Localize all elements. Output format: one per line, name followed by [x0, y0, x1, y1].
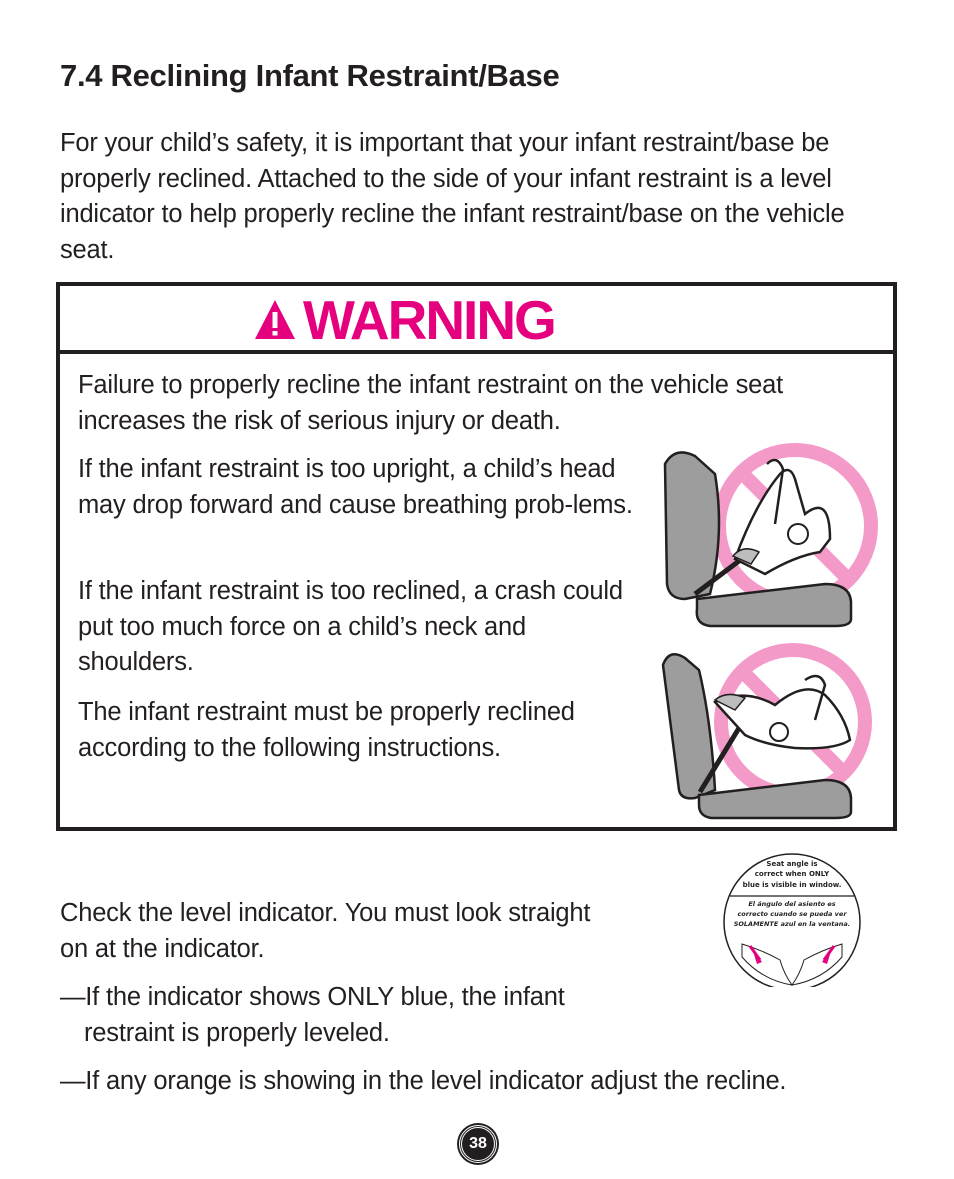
intro-paragraph: For your child’s safety, it is important that your infant restraint/base be properly reclined. Attached to the side of your infant restraint is a level indicator to help properly recline the infant restraint/base on the vehicle seat. [60, 129, 845, 264]
warning-header [60, 286, 893, 354]
check-indicator-text: Check the level indicator. You must look straight on at the indicator. [60, 899, 591, 963]
warning-text-4: The infant restraint must be properly reclined according to the following instructions. [78, 698, 575, 762]
orange-indicator-text: —If any orange is showing in the level indicator adjust the recline. [60, 1067, 787, 1095]
indicator-es-line3: SOLAMENTE azul en la ventana. [733, 920, 851, 928]
warning-box [56, 282, 897, 831]
too-reclined-illustration [655, 640, 890, 820]
warning-text-3: If the infant restraint is too reclined, a crash could put too much force on a child’s neck and shoulders. [78, 577, 623, 676]
blue-indicator-text: —If the indicator shows ONLY blue, the infant restraint is properly leveled. [60, 983, 565, 1047]
warning-heading: WARNING [303, 289, 555, 351]
section-title: 7.4 Reclining Infant Restraint/Base [60, 58, 560, 93]
indicator-en-line1: Seat angle is [766, 860, 818, 868]
indicator-es-line2: correcto cuando se pueda ver [737, 910, 847, 918]
indicator-es-line1: El ángulo del asiento es [748, 900, 836, 908]
warning-text-1: Failure to properly recline the infant restraint on the vehicle seat increases the risk of serious injury or death. [78, 371, 784, 435]
warning-text-2: If the infant restraint is too upright, a child’s head may drop forward and cause breathing prob-lems. [78, 455, 633, 519]
page-number-badge [459, 1125, 497, 1163]
indicator-en-line2: correct when ONLY [754, 870, 830, 878]
too-upright-illustration [655, 434, 890, 629]
page-number: 38 [469, 1135, 487, 1152]
indicator-en-line3: blue is visible in window. [742, 881, 842, 889]
level-indicator-graphic [722, 852, 862, 987]
warning-triangle-icon [253, 298, 297, 342]
